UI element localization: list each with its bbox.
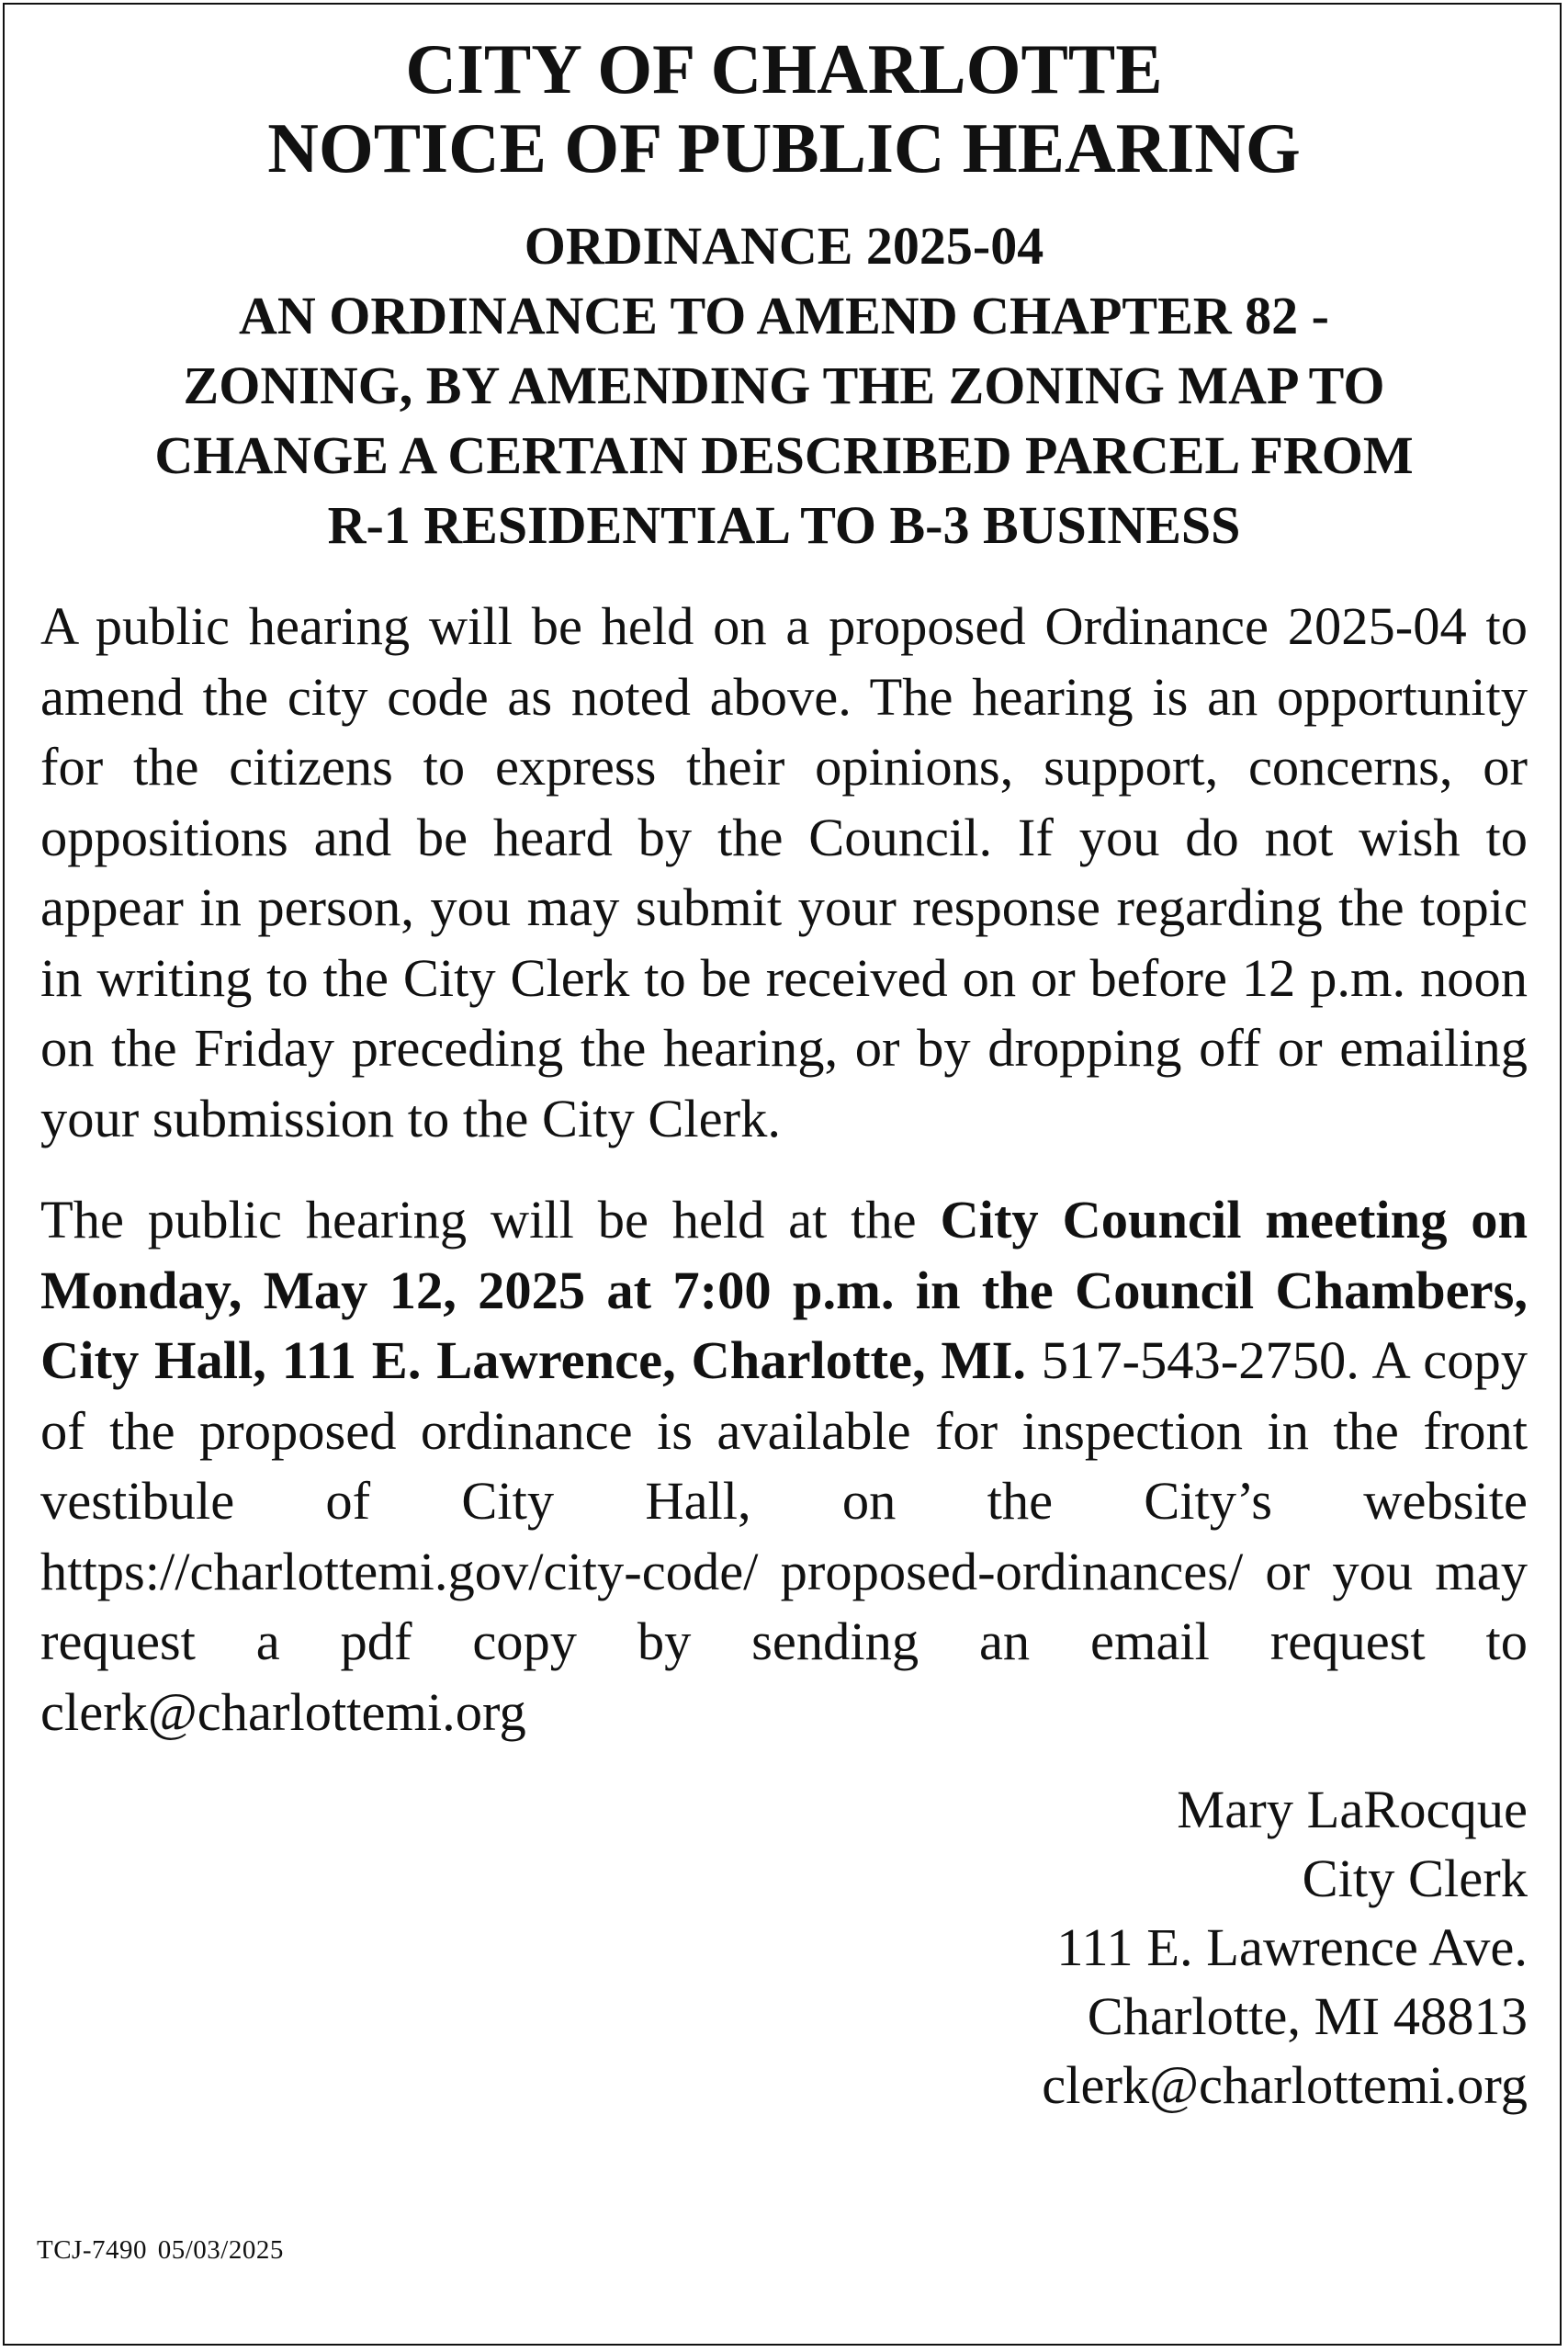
hearing-description-paragraph: A public hearing will be held on a proposed Ordinance 2025-04 to amend the city code as noted above. The hearing is an opportunity for the citizens to express their opinions, support, concerns, or oppositions and be heard by the Council. If you do not wish to appear in person, you may submit your response regarding the topic in writing to the City Clerk to be received on or before 12 p.m. noon on the Friday preceding the hearing, or by dropping off or emailing your submission to the City Clerk.: [40, 596, 1528, 1148]
ordinance-title-line: AN ORDINANCE TO AMEND CHAPTER 82 -: [239, 286, 1329, 345]
title-line-notice: NOTICE OF PUBLIC HEARING: [267, 108, 1301, 187]
ordinance-heading: [40, 211, 1528, 560]
clerk-title: City Clerk: [1302, 1849, 1528, 1908]
ordinance-number: ORDINANCE 2025-04: [524, 216, 1044, 276]
clerk-email: clerk@charlottemi.org: [1042, 2055, 1528, 2115]
hearing-details-intro: The public hearing will be held at the: [40, 1190, 941, 1250]
ordinance-title-line: ZONING, BY AMENDING THE ZONING MAP TO: [183, 356, 1385, 415]
clerk-address: 111 E. Lawrence Ave.: [1056, 1917, 1528, 1977]
clerk-city: Charlotte, MI 48813: [1087, 1986, 1528, 2046]
hearing-details-paragraph: [40, 1185, 1528, 1747]
hearing-contact-info: 517-543-2750. A copy of the proposed ordinance is available for inspection in the front vestibule of City Hall, on the City’s website https://charlottemi.gov/city-code/ proposed-ordinances/ or you may request a pdf copy by sending an email request to clerk@charlottemi.org: [40, 1330, 1528, 1742]
publication-code: TCJ-7490 05/03/2025: [37, 2235, 284, 2265]
title-line-city: CITY OF CHARLOTTE: [405, 29, 1163, 108]
clerk-name: Mary LaRocque: [1177, 1780, 1528, 1839]
notice-title: [40, 29, 1528, 187]
ordinance-title-line: R-1 RESIDENTIAL TO B-3 BUSINESS: [327, 495, 1241, 555]
hearing-date-location: City Council meeting on Monday, May 12, 2025 at 7:00 p.m. in the Council Chambers, City Hall, 111 E. Lawrence, Charlotte, MI.: [40, 1190, 1529, 1390]
ordinance-title-line: CHANGE A CERTAIN DESCRIBED PARCEL FROM: [154, 425, 1414, 485]
signature-block: [40, 1775, 1528, 2120]
notice-content: [40, 29, 1528, 2120]
